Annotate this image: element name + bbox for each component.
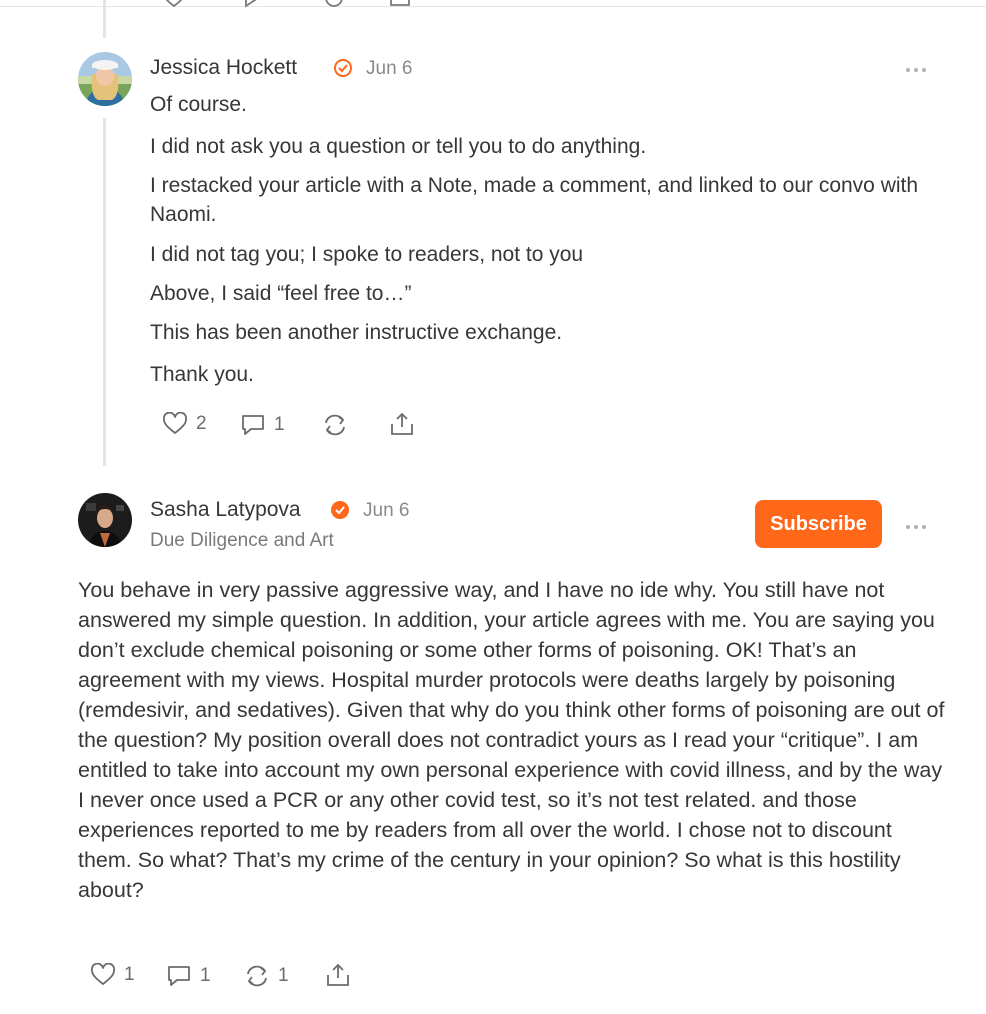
avatar[interactable] [78,493,132,547]
restack-count: 1 [278,965,289,986]
comment-body: You behave in very passive aggressive way, and I have no ide why. You still have not answered my simple question. In addition, your article agrees with me. You are saying you don’t exclude chemical poisoning or some other forms of poisoning. OK! That’s an agreement with my views. Hospital murder protocols were deaths largely by poisoning (remdesivir, and sedatives). Given that why do you think other forms of poisoning are out of the question? My position overall does not contradict yours as I read your “critique”. I am entitled to take into account my own personal experience with covid illness, and by the way I never once used a PCR or any other covid test, so it’s not test related. and those experiences reported to me by readers from all over the world. I chose not to discount them. So what? That’s my crime of the century in your opinion? So what is this hostility about? [78,578,945,902]
reply-count: 1 [200,965,211,986]
comment-paragraph: I did not tag you; I spoke to readers, not to you [150,243,584,266]
like-button[interactable] [162,412,207,436]
share-button[interactable] [325,962,351,988]
comment-bubble-icon [166,963,192,989]
heart-icon[interactable] [162,0,186,13]
avatar-image [78,493,132,547]
comment-paragraph: Thank you. [150,363,254,386]
comment-paragraph: I restacked your article with a Note, made a comment, and linked to our convo with Naomi. [150,174,919,226]
more-dots-icon[interactable] [904,519,928,537]
share-icon [389,411,415,437]
comment-paragraph: This has been another instructive exchange. [150,321,563,344]
share-icon [325,962,351,988]
play-icon[interactable] [242,0,262,13]
avatar-image [78,52,132,106]
more-dots-icon[interactable] [904,62,928,80]
subscribe-button[interactable]: Subscribe [755,500,882,548]
restack-button[interactable] [244,964,289,988]
comment-date[interactable]: Jun 6 [363,500,410,521]
comment-paragraph: Of course. [150,93,247,116]
like-button[interactable] [90,963,135,987]
share-button[interactable] [389,411,415,437]
heart-icon [90,963,116,987]
like-count: 2 [196,413,207,434]
comment-date[interactable]: Jun 6 [366,58,413,79]
restack-icon [244,964,270,988]
thread-line-top [103,0,106,38]
reply-count: 1 [274,414,285,435]
thread-line [103,118,106,466]
reply-button[interactable] [240,412,285,438]
restack-button[interactable] [322,413,348,437]
comment-bubble-icon [240,412,266,438]
author-name[interactable]: Jessica Hockett [150,56,298,79]
restack-icon[interactable] [322,0,346,13]
share-icon[interactable] [388,0,412,13]
top-divider [0,6,986,7]
heart-icon [162,412,188,436]
verified-badge-icon [330,500,350,525]
author-name[interactable]: Sasha Latypova [150,498,301,521]
restack-icon [322,413,348,437]
verified-badge-icon [333,58,353,83]
comment-paragraph: I did not ask you a question or tell you to do anything. [150,135,647,158]
comment-paragraph: Above, I said “feel free to…” [150,282,412,305]
avatar[interactable] [78,52,132,106]
like-count: 1 [124,964,135,985]
publication-name[interactable]: Due Diligence and Art [150,530,334,551]
reply-button[interactable] [166,963,211,989]
